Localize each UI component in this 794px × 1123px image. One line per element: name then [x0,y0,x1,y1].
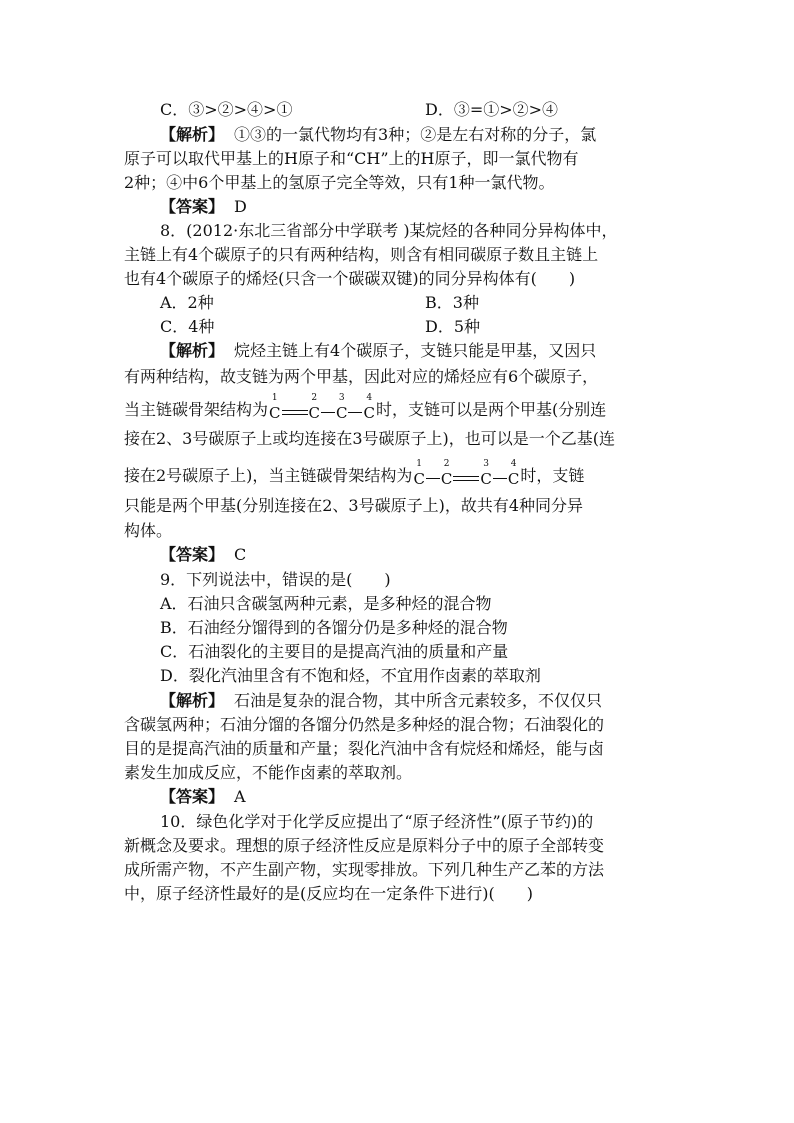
chain-1-atom-1 [269,395,280,421]
carbon-chain-1 [269,395,375,421]
q7-explanation-line-2: 原子可以取代甲基上的H原子和“CH”上的H原子，即一氯代物有 [124,149,579,168]
q8-answer-value: C [234,545,247,564]
q7-answer-value: D [234,197,247,216]
single-bond [348,410,362,416]
q7-explanation-line-3: 2种；④中6个甲基上的氢原子完全等效，只有1种一氯代物。 [124,173,555,192]
q10-stem-line-2: 新概念及要求。理想的原子经济性反应是原料分子中的原子全部转变 [124,836,605,855]
q8-explanation-text: 烷烃主链上有4个碳原子，支链只能是甲基，又因只 [234,341,597,360]
q9-explanation-line-3: 目的是提高汽油的质量和产量；裂化汽油中含有烷烃和烯烃，能与卤 [124,739,605,758]
answer-tag: 【答案】 [160,787,225,806]
q8-explanation-text: 时，支链 [520,466,585,485]
q8-answer [160,544,246,566]
q10-stem-line-1: 10．绿色化学对于化学反应提出了“原子经济性”(原子节约)的 [160,812,594,831]
chain-2-atom-2 [441,461,452,487]
explanation-tag: 【解析】 [160,691,225,710]
chain-2-atom-4 [508,461,519,487]
atom-number: 3 [338,393,345,403]
q8-explanation-line-5 [124,461,584,487]
atom-symbol: C [480,470,492,488]
q7-option-d: D．③=①>②>④ [425,100,559,119]
chain-1-atom-4 [363,395,374,421]
q9-explanation-line-4: 素发生加成反应，不能作卤素的萃取剂。 [124,763,413,782]
q7-option-c: C．③>②>④>① [160,100,293,119]
atom-number: 4 [366,393,373,403]
q8-explanation-line-7: 构体。 [124,521,173,540]
answer-tag: 【答案】 [160,545,225,564]
q10-stem-line-4: 中，原子经济性最好的是(反应均在一定条件下进行)( ) [124,884,533,903]
chain-2-atom-1 [413,461,424,487]
q7-explanation-line-1 [160,124,596,146]
q9-option-c: C．石油裂化的主要目的是提高汽油的质量和产量 [160,642,509,661]
atom-symbol: C [335,404,348,422]
q8-option-b: B．3种 [425,293,479,312]
single-bond [426,476,440,482]
q7-explanation-text: ①③的一氯代物均有3种；②是左右对称的分子，氯 [234,125,597,144]
atom-symbol: C [440,470,453,488]
chain-1-atom-2 [309,395,320,421]
q8-explanation-line-6: 只能是两个甲基(分别连接在2、3号碳原子上)，故共有4种同分异 [124,496,584,515]
q9-stem: 9．下列说法中，错误的是( ) [160,570,391,589]
q8-explanation-text: 接在2号碳原子上)，当主链碳骨架结构为 [124,466,413,485]
answer-tag: 【答案】 [160,197,225,216]
q9-option-a: A．石油只含碳氢两种元素，是多种烃的混合物 [160,594,492,613]
double-bond [282,410,308,416]
q8-explanation-line-1 [160,340,596,362]
q9-option-b: B．石油经分馏得到的各馏分仍是多种烃的混合物 [160,618,508,637]
atom-number: 3 [483,459,490,469]
q8-stem-line-2: 主链上有4个碳原子的只有两种结构，则含有相同碳原子数且主链上 [124,245,599,264]
chain-2-atom-3 [480,461,491,487]
q9-option-d: D．裂化汽油里含有不饱和烃，不宜用作卤素的萃取剂 [160,666,541,685]
atom-number: 2 [443,459,450,469]
q8-option-c: C．4种 [160,317,215,336]
atom-symbol: C [269,404,281,422]
q8-option-a: A．2种 [160,293,214,312]
q8-option-d: D．5种 [425,317,481,336]
atom-symbol: C [363,404,375,422]
q7-answer [160,196,247,218]
q8-stem-line-3: 也有4个碳原子的烯烃(只含一个碳碳双键)的同分异构体有( ) [124,269,576,288]
atom-number: 1 [271,393,278,403]
atom-symbol: C [308,404,320,422]
atom-number: 4 [510,459,517,469]
q8-explanation-text: 时，支链可以是两个甲基(分别连 [375,400,607,419]
q9-answer [160,786,246,808]
q8-explanation-text: 当主链碳骨架结构为 [124,400,269,419]
q8-stem-line-1: 8．(2012·东北三省部分中学联考 )某烷烃的各种同分异构体中， [160,221,618,240]
q10-stem-line-3: 成所需产物，不产生副产物，实现零排放。下列几种生产乙苯的方法 [124,860,605,879]
atom-number: 1 [416,459,423,469]
q9-answer-value: A [234,787,246,806]
q9-explanation-text: 石油是复杂的混合物，其中所含元素较多，不仅仅只 [234,691,603,710]
q9-explanation-line-2: 含碳氢两种；石油分馏的各馏分仍然是多种烃的混合物；石油裂化的 [124,715,605,734]
q8-explanation-line-3 [124,395,606,421]
q9-explanation-line-1 [160,690,602,712]
q8-explanation-line-4: 接在2、3号碳原子上或均连接在3号碳原子上)，也可以是一个乙基(连 [124,429,616,448]
explanation-tag: 【解析】 [160,125,225,144]
atom-symbol: C [507,470,520,488]
carbon-chain-2 [413,461,519,487]
atom-symbol: C [413,470,425,488]
atom-number: 2 [311,393,318,403]
chain-1-atom-3 [336,395,347,421]
double-bond [453,476,479,482]
q8-explanation-line-2: 有两种结构，故支链为两个甲基，因此对应的烯烃应有6个碳原子， [124,367,599,386]
single-bond [493,476,507,482]
explanation-tag: 【解析】 [160,341,225,360]
single-bond [321,410,335,416]
